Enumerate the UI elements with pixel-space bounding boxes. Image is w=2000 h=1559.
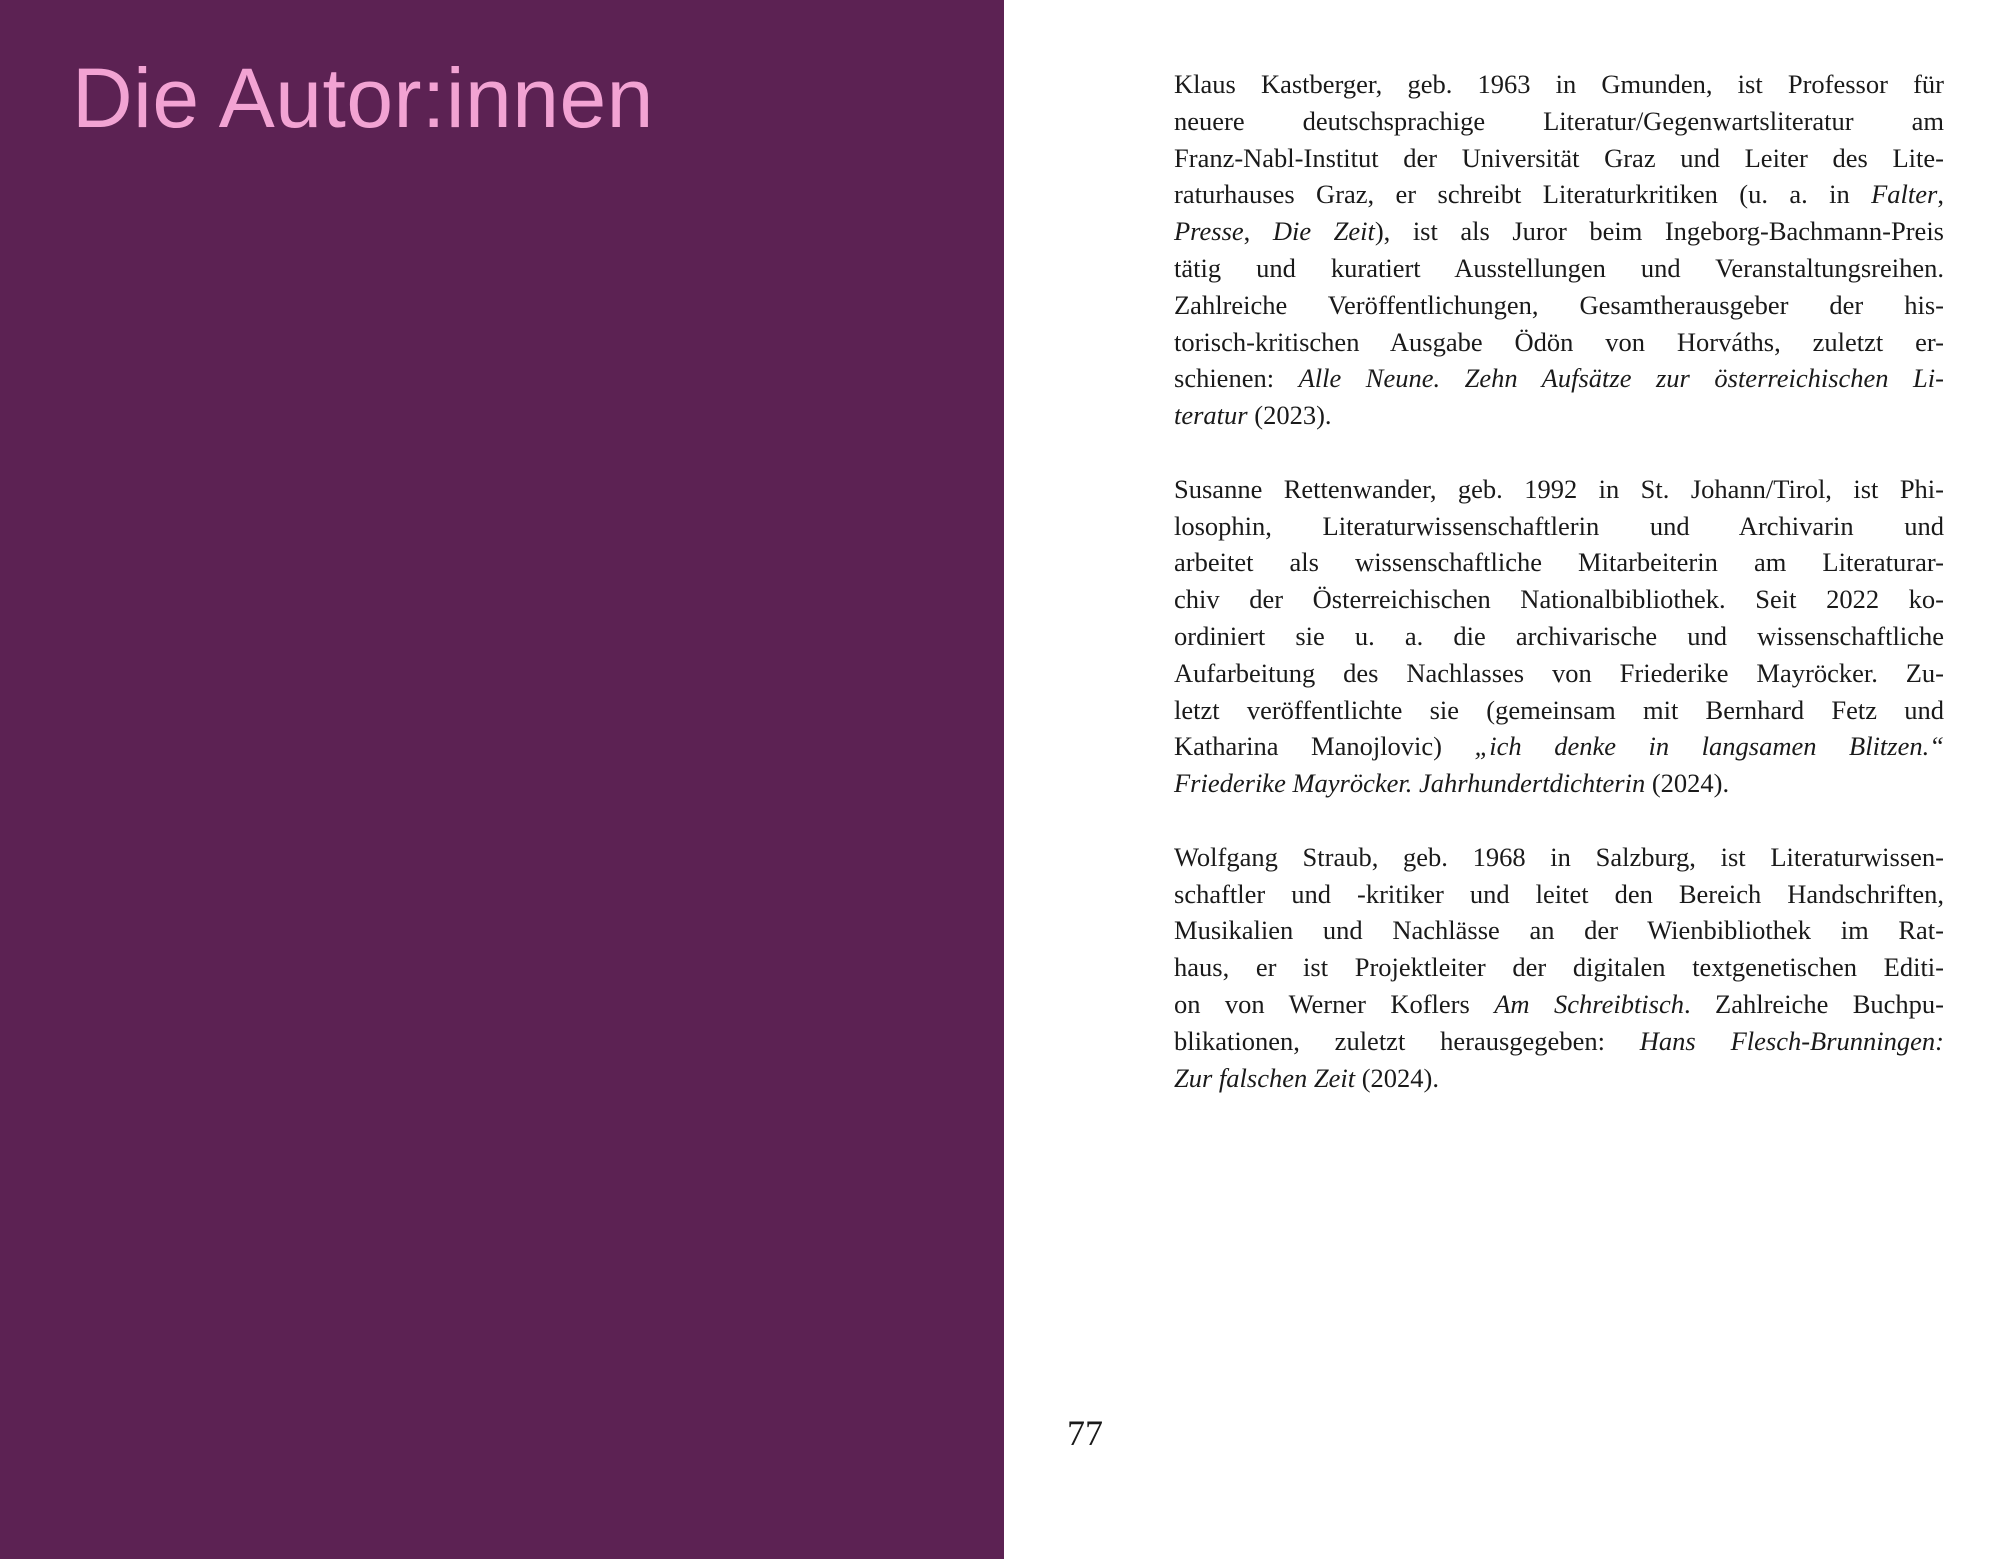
bio-text: chiv der Österreichischen Nationalbibliothek. Seit 2022 ko- — [1174, 584, 1944, 615]
bio-line — [1174, 66, 1944, 103]
bio-line — [1174, 1060, 1944, 1097]
bio-text: torisch-kritischen Ausgabe Ödön von Horváths, zuletzt er- — [1174, 326, 1944, 357]
bio-line — [1174, 655, 1944, 692]
bio-text: Aufarbeitung des Nachlasses von Friederike Mayröcker. Zu- — [1174, 657, 1944, 688]
bio-line — [1174, 140, 1944, 177]
italic-title-text: Die Zeit — [1272, 216, 1375, 247]
italic-title-text: Presse — [1174, 216, 1244, 247]
bio-line — [1174, 839, 1944, 876]
page-title: Die Autor:innen — [72, 51, 654, 145]
bio-line — [1174, 581, 1944, 618]
bio-line — [1174, 912, 1944, 949]
bio-line — [1174, 250, 1944, 287]
bio-text: (2024). — [1645, 768, 1730, 799]
bio-text: Franz-Nabl-Institut der Universität Graz und Leiter des Lite- — [1174, 142, 1944, 173]
italic-title-text: Falter — [1871, 179, 1938, 210]
italic-title-text: Friederike Mayröcker. Jahrhundertdichterin — [1174, 768, 1646, 799]
italic-title-text: teratur — [1174, 400, 1248, 431]
bio-line — [1174, 103, 1944, 140]
bio-line — [1174, 324, 1944, 361]
bio-text: Musikalien und Nachlässe an der Wienbibliothek im Rat- — [1174, 915, 1944, 946]
bio-line — [1174, 986, 1944, 1023]
bio-line — [1174, 287, 1944, 324]
bio-text: schienen: — [1174, 363, 1299, 394]
bio-text: losophin, Literaturwissenschaftlerin und Archivarin und — [1174, 510, 1944, 541]
bio-line — [1174, 176, 1944, 213]
bio-text: haus, er ist Projektleiter der digitalen textgenetischen Editi- — [1174, 952, 1944, 983]
bio-line — [1174, 1023, 1944, 1060]
italic-title-text: Hans Flesch-Brunningen: — [1639, 1025, 1944, 1056]
bio-line — [1174, 949, 1944, 986]
bio-text: , — [1937, 179, 1944, 210]
author-bio-paragraph — [1174, 471, 1944, 802]
bio-text: Wolfgang Straub, geb. 1968 in Salzburg, ist Literaturwissen- — [1174, 841, 1944, 872]
italic-title-text: Zur falschen Zeit — [1174, 1062, 1356, 1093]
bio-text: Susanne Rettenwander, geb. 1992 in St. Johann/Tirol, ist Phi- — [1174, 473, 1944, 504]
bio-line — [1174, 360, 1944, 397]
bio-line — [1174, 728, 1944, 765]
bio-line — [1174, 618, 1944, 655]
bio-text: , — [1243, 216, 1273, 247]
bio-text: . Zahlreiche Buchpu- — [1684, 988, 1945, 1019]
bio-text: ordiniert sie u. a. die archivarische und wissenschaftliche — [1174, 620, 1944, 651]
bio-text: (2024). — [1355, 1062, 1439, 1093]
bio-text: (2023). — [1247, 400, 1332, 431]
author-bio-paragraph — [1174, 839, 1944, 1097]
page-number: 77 — [1067, 1413, 1103, 1453]
bio-line — [1174, 692, 1944, 729]
bio-text: on von Werner Koflers — [1174, 988, 1495, 1019]
bio-text: ), ist als Juror beim Ingeborg-Bachmann-Preis — [1374, 216, 1944, 247]
bio-text: blikationen, zuletzt herausgegeben: — [1174, 1025, 1640, 1056]
italic-title-text: Alle Neune. Zehn Aufsätze zur österreichischen Li- — [1298, 363, 1944, 394]
bio-line — [1174, 397, 1944, 434]
bio-text: raturhauses Graz, er schreibt Literaturkritiken (u. a. in — [1174, 179, 1872, 210]
author-bio-paragraph — [1174, 66, 1944, 434]
bio-text: letzt veröffentlichte sie (gemeinsam mit Bernhard Fetz und — [1174, 694, 1944, 725]
bio-line — [1174, 544, 1944, 581]
bio-text: Katharina Manojlovic) — [1174, 731, 1475, 762]
bio-text: Zahlreiche Veröffentlichungen, Gesamtherausgeber der his- — [1174, 289, 1944, 320]
bio-line — [1174, 213, 1944, 250]
bio-text: neuere deutschsprachige Literatur/Gegenwartsliteratur am — [1174, 105, 1944, 136]
bio-text: Klaus Kastberger, geb. 1963 in Gmunden, ist Professor für — [1174, 69, 1944, 99]
bio-line — [1174, 876, 1944, 913]
bio-line — [1174, 471, 1944, 508]
italic-title-text: Am Schreibtisch — [1494, 988, 1684, 1019]
bio-text: schaftler und -kritiker und leitet den Bereich Handschriften, — [1174, 878, 1944, 909]
bio-line — [1174, 508, 1944, 545]
bio-text: arbeitet als wissenschaftliche Mitarbeiterin am Literaturar- — [1174, 547, 1944, 578]
author-bios — [1174, 66, 1944, 1133]
bio-line — [1174, 765, 1944, 802]
italic-title-text: „ich denke in langsamen Blitzen.“ — [1474, 731, 1944, 762]
bio-text: tätig und kuratiert Ausstellungen und Veranstaltungsreihen. — [1174, 252, 1944, 283]
